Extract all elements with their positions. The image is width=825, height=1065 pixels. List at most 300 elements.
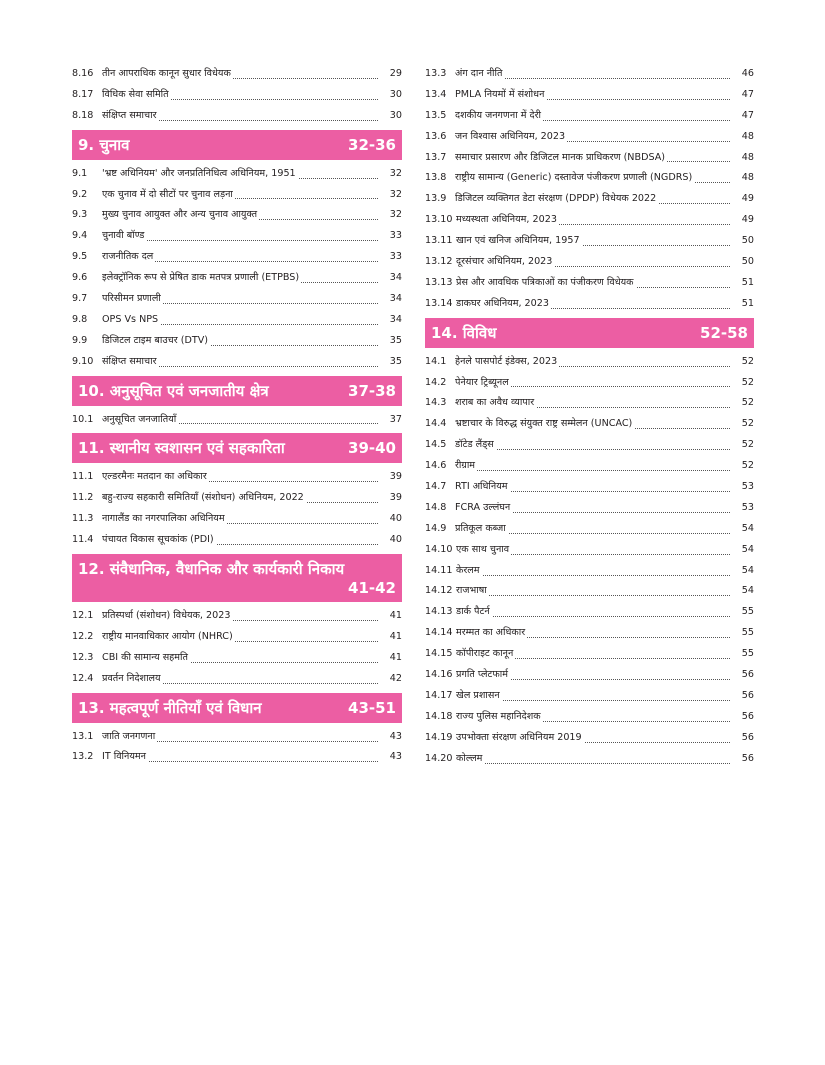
entry-title: डिजिटल व्यक्तिगत डेटा संरक्षण (DPDP) विधेयक 2022 <box>455 193 657 205</box>
entry-number: 14.7 <box>425 481 447 493</box>
entry-title-wrap <box>455 127 730 148</box>
entry-title: पंचायत विकास सूचकांक (PDI) <box>102 534 214 546</box>
entry-page-number: 56 <box>741 669 754 681</box>
entry-title: राष्ट्रीय मानवाधिकार आयोग (NHRC) <box>102 630 233 642</box>
entry-title-wrap <box>102 648 378 669</box>
toc-entry[interactable] <box>425 210 754 231</box>
toc-entry[interactable] <box>72 727 402 748</box>
entry-page-number: 54 <box>741 564 754 576</box>
entry-title-wrap <box>456 540 730 561</box>
entry-title: खान एवं खनिज अधिनियम, 1957 <box>456 235 580 247</box>
entry-number: 14.15 <box>425 648 453 660</box>
entry-title: अनुसूचित जनजातियाँ <box>102 413 177 425</box>
entry-title: डाकघर अधिनियम, 2023 <box>456 297 549 309</box>
entry-number: 9.1 <box>72 167 88 179</box>
toc-entry[interactable] <box>425 707 754 728</box>
entry-title: इलेक्ट्रॉनिक रूप से प्रेषित डाक मतपत्र प्रणाली (ETPBS) <box>102 272 300 284</box>
section-title: 12. संवैधानिक, वैधानिक और कार्यकारी निकाय <box>78 560 345 579</box>
entry-number: 14.13 <box>425 606 453 618</box>
entry-page-number: 55 <box>741 606 754 618</box>
section-title: 13. महत्वपूर्ण नीतियाँ एवं विधान <box>78 698 262 717</box>
entry-page-number: 52 <box>741 439 754 451</box>
entry-page-number: 33 <box>389 230 402 242</box>
entry-number: 9.2 <box>72 188 88 200</box>
entry-page-number: 41 <box>389 651 402 663</box>
toc-entry[interactable] <box>72 627 402 648</box>
entry-title: उपभोक्ता संरक्षण अधिनियम 2019 <box>456 731 582 743</box>
section-title: 14. विविध <box>431 323 497 342</box>
entry-title-wrap <box>455 85 730 106</box>
entry-title-wrap <box>102 164 378 185</box>
entry-number: 13.1 <box>72 730 94 742</box>
entry-title-wrap <box>456 231 730 252</box>
entry-number: 8.18 <box>72 109 94 121</box>
entry-number: 14.16 <box>425 669 453 681</box>
entry-page-number: 41 <box>389 630 402 642</box>
entry-number: 13.2 <box>72 751 94 763</box>
entry-title: बहु-राज्य सहकारी समितियाँ (संशोधन) अधिनियम, 2022 <box>102 492 304 504</box>
entry-number: 14.18 <box>425 710 453 722</box>
entry-page-number: 39 <box>389 492 402 504</box>
entry-number: 14.17 <box>425 689 453 701</box>
toc-entry[interactable] <box>72 606 402 627</box>
entry-title-wrap <box>456 210 730 231</box>
toc-entry[interactable] <box>72 410 402 431</box>
toc-entry[interactable] <box>72 669 402 690</box>
section-header[interactable] <box>72 433 402 463</box>
toc-entry[interactable] <box>72 64 402 85</box>
entry-title-wrap <box>102 85 378 106</box>
toc-entry[interactable] <box>72 310 402 331</box>
toc-entry[interactable] <box>425 148 754 169</box>
toc-entry[interactable] <box>425 252 754 273</box>
toc-entry[interactable] <box>72 289 402 310</box>
entry-title-wrap <box>455 373 730 394</box>
toc-left-column <box>72 64 402 768</box>
entry-title-wrap <box>456 623 730 644</box>
entry-number: 12.3 <box>72 651 94 663</box>
entry-title-wrap <box>102 106 378 127</box>
toc-entry[interactable] <box>425 106 754 127</box>
entry-title: एक चुनाव में दो सीटों पर चुनाव लड़ना <box>102 188 233 200</box>
entry-title: नागालैंड का नगरपालिका अधिनियम <box>102 513 225 525</box>
entry-title: IT विनियमन <box>102 751 146 763</box>
entry-title: समाचार प्रसारण और डिजिटल मानक प्राधिकरण (NBDSA) <box>455 151 666 163</box>
entry-title-wrap <box>455 519 730 540</box>
entry-number: 14.8 <box>425 501 447 513</box>
entry-number: 13.4 <box>425 88 447 100</box>
entry-number: 13.11 <box>425 235 453 247</box>
entry-title-wrap <box>456 273 730 294</box>
entry-title-wrap <box>102 205 378 226</box>
toc-entry[interactable] <box>72 247 402 268</box>
dot-leader <box>456 595 730 596</box>
entry-page-number: 52 <box>741 460 754 472</box>
entry-title-wrap <box>102 727 378 748</box>
entry-number: 14.12 <box>425 585 453 597</box>
entry-number: 12.2 <box>72 630 94 642</box>
entry-title-wrap <box>102 64 378 85</box>
entry-page-number: 52 <box>741 355 754 367</box>
toc-entry[interactable] <box>425 498 754 519</box>
entry-page-number: 53 <box>741 501 754 513</box>
toc-entry[interactable] <box>425 602 754 623</box>
section-page-range: 52-58 <box>700 323 748 342</box>
entry-page-number: 32 <box>389 167 402 179</box>
entry-number: 9.3 <box>72 209 88 221</box>
toc-entry[interactable] <box>72 106 402 127</box>
entry-number: 14.20 <box>425 752 453 764</box>
toc-entry[interactable] <box>72 185 402 206</box>
entry-title-wrap <box>455 168 730 189</box>
entry-title: शराब का अवैध व्यापार <box>455 397 535 409</box>
entry-page-number: 56 <box>741 689 754 701</box>
entry-title: तीन आपराधिक कानून सुधार विधेयक <box>102 68 231 79</box>
dot-leader <box>455 449 730 450</box>
entry-number: 14.9 <box>425 522 447 534</box>
entry-title: संक्षिप्त समाचार <box>102 109 157 121</box>
entry-title: प्रवर्तन निदेशालय <box>102 672 161 684</box>
toc-entry[interactable] <box>72 205 402 226</box>
entry-page-number: 50 <box>741 256 754 268</box>
entry-title-wrap <box>455 498 730 519</box>
toc-entry[interactable] <box>72 747 402 768</box>
toc-entry[interactable] <box>425 393 754 414</box>
entry-title: RTI अधिनियम <box>455 481 508 493</box>
entry-page-number: 50 <box>741 235 754 247</box>
entry-title-wrap <box>456 252 730 273</box>
dot-leader <box>456 763 730 764</box>
entry-title-wrap <box>102 606 378 627</box>
toc-entry[interactable] <box>72 648 402 669</box>
entry-title: संक्षिप्त समाचार <box>102 355 157 367</box>
entry-page-number: 37 <box>389 413 402 425</box>
entry-title: 'भ्रष्ट अधिनियम' और जनप्रतिनिधित्व अधिनियम, 1951 <box>102 167 296 179</box>
section-title: 9. चुनाव <box>78 135 130 154</box>
entry-title-wrap <box>456 294 730 315</box>
toc-entry[interactable] <box>425 477 754 498</box>
entry-page-number: 56 <box>741 710 754 722</box>
entry-title: राजभाषा <box>456 585 487 597</box>
entry-number: 13.5 <box>425 109 447 121</box>
entry-title-wrap <box>455 106 730 127</box>
entry-page-number: 54 <box>741 585 754 597</box>
entry-number: 9.9 <box>72 334 88 346</box>
toc-entry[interactable] <box>72 352 402 373</box>
entry-page-number: 56 <box>741 731 754 743</box>
entry-number: 11.3 <box>72 513 94 525</box>
toc-entry[interactable] <box>425 435 754 456</box>
entry-title-wrap <box>102 467 378 488</box>
entry-number: 12.1 <box>72 610 94 622</box>
entry-title: राष्ट्रीय सामान्य (Generic) दस्तावेज पंजीकरण प्रणाली (NGDRS) <box>455 172 693 184</box>
entry-number: 13.13 <box>425 276 453 288</box>
entry-page-number: 30 <box>389 88 402 100</box>
entry-page-number: 56 <box>741 752 754 764</box>
entry-number: 14.4 <box>425 418 447 430</box>
toc-entry[interactable] <box>72 530 402 551</box>
entry-title: जाति जनगणना <box>102 730 156 742</box>
entry-number: 11.1 <box>72 471 94 483</box>
entry-number: 14.1 <box>425 355 447 367</box>
entry-number: 10.1 <box>72 413 94 425</box>
entry-page-number: 30 <box>389 109 402 121</box>
entry-page-number: 52 <box>741 418 754 430</box>
entry-number: 13.6 <box>425 130 447 142</box>
entry-page-number: 35 <box>389 334 402 346</box>
toc-entry[interactable] <box>425 294 754 315</box>
entry-page-number: 40 <box>389 513 402 525</box>
toc-entry[interactable] <box>72 509 402 530</box>
entry-title: प्रेस और आवधिक पत्रिकाओं का पंजीकरण विधेयक <box>456 276 634 288</box>
entry-title-wrap <box>456 644 730 665</box>
entry-number: 11.4 <box>72 534 94 546</box>
entry-page-number: 34 <box>389 313 402 325</box>
toc-entry[interactable] <box>72 331 402 352</box>
entry-number: 14.5 <box>425 439 447 451</box>
entry-number: 9.4 <box>72 230 88 242</box>
entry-title-wrap <box>102 247 378 268</box>
section-header[interactable] <box>72 554 402 602</box>
entry-title-wrap <box>456 686 730 707</box>
entry-page-number: 46 <box>741 68 754 79</box>
entry-title-wrap <box>455 352 730 373</box>
entry-title: प्रगति प्लेटफार्म <box>456 669 508 681</box>
entry-page-number: 55 <box>741 648 754 660</box>
toc-entry[interactable] <box>425 749 754 770</box>
entry-title-wrap <box>455 64 730 85</box>
entry-title-wrap <box>102 747 378 768</box>
entry-number: 13.12 <box>425 256 453 268</box>
entry-title: एक साथ चुनाव <box>456 543 510 555</box>
entry-number: 9.8 <box>72 313 88 325</box>
toc-entry[interactable] <box>425 456 754 477</box>
entry-title-wrap <box>456 749 730 770</box>
entry-title-wrap <box>102 352 378 373</box>
entry-title: जन विश्वास अधिनियम, 2023 <box>455 130 566 142</box>
entry-title: भ्रष्टाचार के विरुद्ध संयुक्त राष्ट्र सम्मेलन (UNCAC) <box>455 418 633 430</box>
entry-page-number: 34 <box>389 272 402 284</box>
entry-title: प्रतिस्पर्धा (संशोधन) विधेयक, 2023 <box>102 610 231 622</box>
toc-entry[interactable] <box>425 561 754 582</box>
entry-title-wrap <box>456 602 730 623</box>
toc-entry[interactable] <box>425 623 754 644</box>
toc-right-column <box>425 64 754 770</box>
toc-entry[interactable] <box>425 665 754 686</box>
section-title: 11. स्थानीय स्वशासन एवं सहकारिता <box>78 439 285 458</box>
entry-number: 13.3 <box>425 68 447 79</box>
entry-page-number: 49 <box>741 193 754 205</box>
section-page-range: 43-51 <box>348 698 396 717</box>
toc-entry[interactable] <box>425 373 754 394</box>
section-title: 10. अनुसूचित एवं जनजातीय क्षेत्र <box>78 381 269 400</box>
entry-number: 14.14 <box>425 627 453 639</box>
entry-title: अंग दान नीति <box>455 68 503 79</box>
toc-entry[interactable] <box>425 189 754 210</box>
entry-number: 13.14 <box>425 297 453 309</box>
entry-number: 14.3 <box>425 397 447 409</box>
entry-number: 12.4 <box>72 672 94 684</box>
entry-title: चुनावी बॉण्ड <box>102 230 145 242</box>
entry-page-number: 51 <box>741 276 754 288</box>
entry-number: 14.6 <box>425 460 447 472</box>
section-header[interactable] <box>72 693 402 723</box>
section-header[interactable] <box>425 318 754 348</box>
entry-title: मध्यस्थता अधिनियम, 2023 <box>456 214 557 226</box>
entry-title: PMLA नियमों में संशोधन <box>455 88 545 100</box>
entry-number: 13.7 <box>425 151 447 163</box>
entry-page-number: 55 <box>741 627 754 639</box>
entry-title-wrap <box>102 185 378 206</box>
entry-title: खेल प्रशासन <box>456 689 500 701</box>
entry-title-wrap <box>455 456 730 477</box>
section-header[interactable] <box>72 376 402 406</box>
toc-entry[interactable] <box>425 728 754 749</box>
entry-page-number: 39 <box>389 471 402 483</box>
section-page-range: 39-40 <box>348 439 396 458</box>
entry-title: हेनले पासपोर्ट इंडेक्स, 2023 <box>455 355 558 367</box>
entry-title-wrap <box>102 669 378 690</box>
entry-title-wrap <box>102 226 378 247</box>
entry-title-wrap <box>102 289 378 310</box>
toc-entry[interactable] <box>425 168 754 189</box>
entry-number: 14.19 <box>425 731 453 743</box>
entry-number: 13.10 <box>425 214 453 226</box>
entry-title: FCRA उल्लंघन <box>455 501 511 513</box>
entry-title: परिसीमन प्रणाली <box>102 293 161 305</box>
entry-title: डिजिटल टाइम बाउचर (DTV) <box>102 334 209 346</box>
entry-page-number: 49 <box>741 214 754 226</box>
entry-title-wrap <box>456 561 730 582</box>
entry-title: मुख्य चुनाव आयुक्त और अन्य चुनाव आयुक्त <box>102 209 258 221</box>
entry-title: राजनीतिक दल <box>102 251 154 263</box>
entry-page-number: 32 <box>389 188 402 200</box>
toc-entry[interactable] <box>425 85 754 106</box>
entry-number: 13.8 <box>425 172 447 184</box>
toc-entry[interactable] <box>425 231 754 252</box>
entry-page-number: 47 <box>741 88 754 100</box>
entry-page-number: 43 <box>389 730 402 742</box>
entry-title-wrap <box>455 435 730 456</box>
section-page-range: 37-38 <box>348 381 396 400</box>
entry-page-number: 47 <box>741 109 754 121</box>
entry-page-number: 48 <box>741 151 754 163</box>
toc-entry[interactable] <box>425 352 754 373</box>
toc-entry[interactable] <box>72 488 402 509</box>
dot-leader <box>456 575 730 576</box>
entry-title: रीग्राम <box>455 460 476 472</box>
entry-title-wrap <box>102 331 378 352</box>
dot-leader <box>456 616 730 617</box>
entry-title: राज्य पुलिस महानिदेशक <box>456 710 541 722</box>
entry-title-wrap <box>456 665 730 686</box>
toc-entry[interactable] <box>425 581 754 602</box>
dot-leader <box>455 470 730 471</box>
entry-title-wrap <box>456 728 730 749</box>
entry-page-number: 41 <box>389 610 402 622</box>
entry-title: OPS Vs NPS <box>102 313 159 325</box>
toc-entry[interactable] <box>425 273 754 294</box>
toc-entry[interactable] <box>425 127 754 148</box>
entry-title-wrap <box>455 148 730 169</box>
entry-title: एल्डरमैनः मतदान का अधिकार <box>102 471 207 483</box>
toc-entry[interactable] <box>425 644 754 665</box>
toc-entry[interactable] <box>425 686 754 707</box>
entry-number: 9.6 <box>72 272 88 284</box>
entry-title-wrap <box>102 310 378 331</box>
entry-title: दशकीय जनगणना में देरी <box>455 109 542 121</box>
entry-title: मरम्मत का अधिकार <box>456 627 526 639</box>
entry-title-wrap <box>102 530 378 551</box>
entry-title: केरलम <box>456 564 480 576</box>
entry-title-wrap <box>455 393 730 414</box>
entry-title: दूरसंचार अधिनियम, 2023 <box>456 256 553 268</box>
toc-entry[interactable] <box>425 414 754 435</box>
entry-page-number: 53 <box>741 481 754 493</box>
entry-title-wrap <box>102 509 378 530</box>
entry-title: डार्क पैटर्न <box>456 606 490 618</box>
entry-title-wrap <box>456 581 730 602</box>
toc-entry[interactable] <box>72 467 402 488</box>
toc-entry[interactable] <box>72 226 402 247</box>
toc-entry[interactable] <box>72 268 402 289</box>
entry-page-number: 42 <box>389 672 402 684</box>
section-header[interactable] <box>72 130 402 160</box>
entry-title-wrap <box>455 414 730 435</box>
toc-entry[interactable] <box>425 64 754 85</box>
entry-page-number: 48 <box>741 130 754 142</box>
toc-entry[interactable] <box>72 85 402 106</box>
entry-page-number: 34 <box>389 293 402 305</box>
entry-title: कोल्लम <box>456 752 483 764</box>
entry-title-wrap <box>455 189 730 210</box>
entry-page-number: 48 <box>741 172 754 184</box>
entry-page-number: 33 <box>389 251 402 263</box>
entry-title-wrap <box>102 268 378 289</box>
entry-title-wrap <box>455 477 730 498</box>
entry-page-number: 51 <box>741 297 754 309</box>
section-page-range: 32-36 <box>348 135 396 154</box>
entry-number: 14.2 <box>425 376 447 388</box>
entry-page-number: 43 <box>389 751 402 763</box>
section-page-range: 41-42 <box>348 579 396 598</box>
entry-number: 14.10 <box>425 543 453 555</box>
entry-page-number: 54 <box>741 522 754 534</box>
entry-title: CBI की सामान्य सहमति <box>102 651 188 663</box>
entry-title: कॉपीराइट कानून <box>456 648 514 660</box>
toc-entry[interactable] <box>425 519 754 540</box>
entry-number: 13.9 <box>425 193 447 205</box>
toc-entry[interactable] <box>72 164 402 185</box>
entry-page-number: 32 <box>389 209 402 221</box>
entry-title: प्रतिकूल कब्जा <box>455 522 506 534</box>
entry-number: 11.2 <box>72 492 94 504</box>
entry-page-number: 29 <box>389 68 402 79</box>
entry-title-wrap <box>102 627 378 648</box>
entry-number: 9.10 <box>72 355 94 367</box>
entry-title-wrap <box>456 707 730 728</box>
entry-page-number: 54 <box>741 543 754 555</box>
entry-page-number: 40 <box>389 534 402 546</box>
entry-number: 9.5 <box>72 251 88 263</box>
entry-number: 8.16 <box>72 68 94 79</box>
entry-title: विधिक सेवा समिति <box>102 88 169 100</box>
entry-title-wrap <box>102 488 378 509</box>
toc-entry[interactable] <box>425 540 754 561</box>
entry-page-number: 52 <box>741 397 754 409</box>
entry-page-number: 35 <box>389 355 402 367</box>
entry-number: 9.7 <box>72 293 88 305</box>
